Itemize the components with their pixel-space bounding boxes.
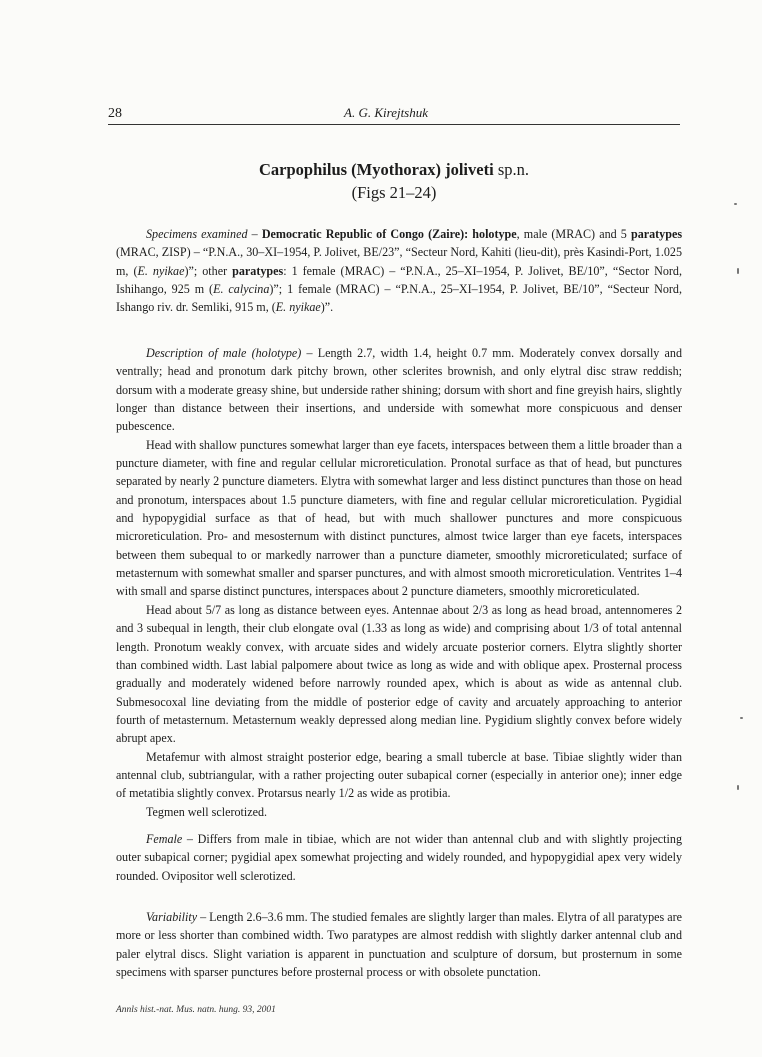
description-label: Description of male (holotype) bbox=[146, 346, 302, 360]
description-paragraph-5: Tegmen well sclerotized. bbox=[146, 804, 268, 819]
specimens-paratypes-1: paratypes bbox=[630, 227, 683, 241]
species-status: sp.n. bbox=[497, 160, 529, 179]
specimens-label: Specimens examined bbox=[146, 227, 248, 241]
journal-footer: Annls hist.-nat. Mus. natn. hung. 93, 2001 bbox=[116, 1005, 276, 1015]
description-section bbox=[116, 344, 682, 821]
female-section bbox=[116, 830, 682, 885]
specimens-text-5: )”; 1 female (MRAC) – “P.N.A., 25–XI–1954, P. Jolivet, BE/10”, “Secteur Nord, Ishango riv. dr. Semliki, 915 m, ( bbox=[116, 282, 683, 315]
running-header bbox=[108, 104, 680, 125]
scan-speck bbox=[740, 717, 743, 719]
species-name: Carpophilus (Myothorax) joliveti bbox=[259, 160, 494, 179]
description-text-1: Length 2.7, width 1.4, height 0.7 mm. Moderately convex dorsally and ventrally; head and pronotum dark pitchy brown, other sclerites brownish, and only elytral disc straw reddish; dorsum with a moderate greasy shine, but underside rather shining; dorsum with short and fine greyish hairs, slightly longer than distance between their insertions, and underside with somewhat more conspicuous and denser pubescence. bbox=[116, 346, 683, 434]
specimens-paratypes-2: paratypes bbox=[232, 263, 284, 278]
variability-label: Variability bbox=[146, 910, 198, 924]
description-paragraph-2: Head with shallow punctures somewhat larger than eye facets, interspaces between them a little broader than a puncture diameter, with fine and regular cellular microreticulation. Pronotal surface as that of head, but punctures separated by nearly 2 puncture diameters. Elytra with somewhat larger and less distinct punctures than those on head and pronotum, interspaces about 1.5 puncture diameters, with fine and regular cellular microreticulation. Pygidial and hypopygidial surface as that of head, but with much shallower punctures and more conspicuous microreticulation. Pro- and mesosternum with distinct punctures, almost twice larger than eye facets, interspaces between them subequal to or markedly narrower than a puncture diameter, smoothly microreticulated; surface of metasternum with somewhat smaller and sparser punctures, and with almost smooth microreticulation. Ventrites 1–4 with small and sparse distinct punctures, interspaces about 2 puncture diameters, smoothly microreticulated. bbox=[116, 437, 682, 599]
variability-section bbox=[116, 908, 682, 981]
variability-sep: – bbox=[197, 910, 210, 924]
specimens-country: Democratic Republic of Congo (Zaire): holotype bbox=[261, 227, 517, 241]
description-paragraph-4: Metafemur with almost straight posterior edge, bearing a small tubercle at base. Tibiae slightly wider than antennal club, subtriangular, with a rather projecting outer subapical corner (especially in anterior one); inner edge of metatibia slightly convex. Protarsus nearly 1/2 as wide as protibia. bbox=[116, 749, 682, 801]
description-sep: – bbox=[301, 346, 318, 360]
specimens-paragraph bbox=[116, 225, 682, 317]
page-number: 28 bbox=[108, 106, 122, 121]
specimens-text-4: : 1 female (MRAC) – “P.N.A., 25–XI–1954, P. Jolivet, BE/10”, “Sector Nord, Ishihango, 925 m ( bbox=[116, 263, 682, 297]
running-head-author: A. G. Kirejtshuk bbox=[344, 105, 429, 120]
specimens-section bbox=[116, 225, 682, 317]
figure-reference: (Figs 21–24) bbox=[351, 183, 437, 202]
variability-text: Length 2.6–3.6 mm. The studied females are slightly larger than males. Elytra of all paratypes are more or less shorter than combined width. Two paratypes are almost reddish with slightly darker antennal club and paler elytral discs. Slight variation is apparent in punctuation and sculpture of dorsum, but prosternum in some specimens with sparser punctures before prosternal process or with obsolete punctation. bbox=[116, 910, 682, 980]
specimens-text-6: )”. bbox=[320, 300, 334, 315]
specimens-sep: – bbox=[247, 227, 262, 241]
variability-paragraph bbox=[116, 908, 682, 981]
host-plant-3: E. nyikae bbox=[275, 300, 321, 315]
female-sep: – bbox=[182, 832, 198, 846]
host-plant-2: E. calycina bbox=[213, 282, 270, 297]
female-text: Differs from male in tibiae, which are not wider than antennal club and with slightly projecting outer subapical corner; pygidial apex somewhat projecting and widely rounded, and hypopygidial apex very widely rounded. Ovipositor well sclerotized. bbox=[116, 832, 682, 883]
female-label: Female bbox=[146, 832, 183, 846]
specimens-text-1: , male (MRAC) and 5 bbox=[516, 227, 631, 241]
species-title-block bbox=[108, 160, 680, 203]
host-plant-1: E. nyikae bbox=[137, 263, 185, 278]
specimens-text-3: )”; other bbox=[184, 263, 233, 278]
scan-speck bbox=[737, 785, 739, 790]
specimens-text-2: (MRAC, ZISP) – “P.N.A., 30–XI–1954, P. Jolivet, BE/23”, “Secteur Nord, Kahiti (lieu-dit), près Kasindi-Port, 1.025 m, ( bbox=[116, 245, 682, 278]
description-paragraph-1 bbox=[116, 344, 682, 436]
description-paragraph-3: Head about 5/7 as long as distance between eyes. Antennae about 2/3 as long as head broad, antennomeres 2 and 3 subequal in length, their club elongate oval (1.33 as long as wide) and comprising about 1/3 of total antennal length. Pronotum weakly convex, with arcuate sides and widely arcuate posterior corners. Elytra slightly shorter than combined width. Last labial palpomere about twice as long as wide and with oblique apex. Prosternal process gradually and moderately widened before narrowly rounded apex, which is about as wide as antennal club. Submesocoxal line deviating from the middle of posterior edge of cavity and arcuately approaching to anterior fourth of metasternum. Metasternum weakly depressed along median line. Pygidium slightly convex before widely abrupt apex. bbox=[116, 602, 682, 746]
species-title bbox=[108, 160, 680, 180]
female-paragraph bbox=[116, 830, 682, 885]
scan-speck bbox=[737, 268, 739, 274]
scan-speck bbox=[734, 203, 737, 205]
